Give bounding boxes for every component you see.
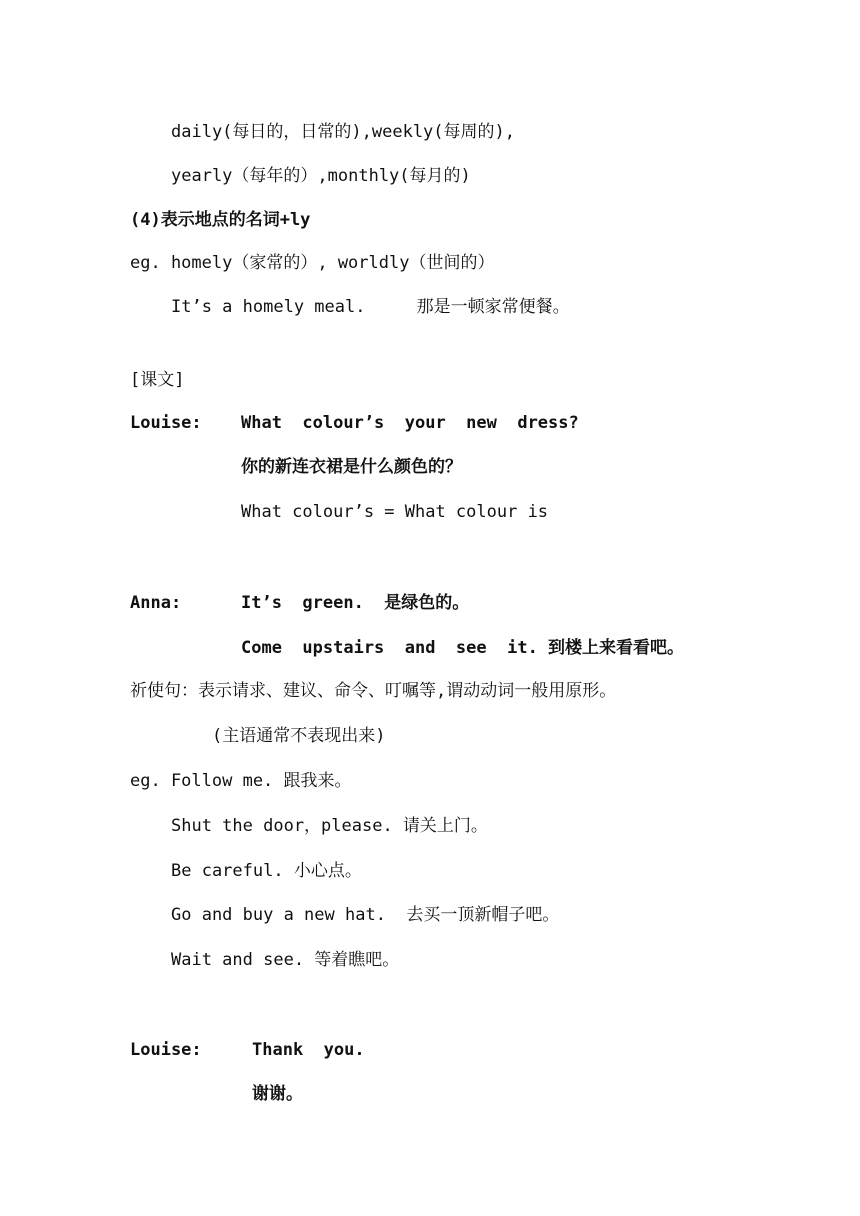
suffix-example-line-2: yearly（每年的）,monthly(每月的)	[171, 166, 471, 186]
imperative-example: eg. Follow me. 跟我来。	[130, 771, 352, 791]
dialogue-note: What colour’s = What colour is	[241, 502, 549, 522]
text-section-heading: [课文]	[130, 370, 185, 390]
dialogue-line-chinese: 你的新连衣裙是什么颜色的？	[241, 457, 462, 477]
imperative-note: (主语通常不表现出来)	[212, 726, 386, 746]
suffix-example-line-1: daily(每日的，日常的),weekly(每周的),	[171, 122, 515, 142]
dialogue-line-anna-1: It’s green. 是绿色的。	[241, 593, 470, 613]
dialogue-line-english: What colour’s your new dress?	[241, 413, 579, 433]
place-noun-sentence: It’s a homely meal. 那是一顿家常便餐。	[171, 297, 570, 317]
imperative-example: Wait and see. 等着瞧吧。	[171, 950, 400, 970]
dialogue-line-anna-2: Come upstairs and see it. 到楼上来看看吧。	[241, 638, 685, 658]
imperative-example: Shut the door，please. 请关上门。	[171, 816, 488, 836]
imperative-definition: 祈使句：表示请求、建议、命令、叮嘱等,谓动动词一般用原形。	[130, 681, 617, 701]
dialogue-line-chinese: 谢谢。	[252, 1084, 303, 1104]
dialogue-line-english: Thank you.	[252, 1040, 365, 1060]
imperative-example: Go and buy a new hat. 去买一顶新帽子吧。	[171, 905, 560, 925]
dialogue-speaker-anna: Anna:	[130, 593, 182, 613]
place-noun-heading: (4)表示地点的名词+ly	[130, 210, 311, 230]
dialogue-speaker-louise: Louise:	[130, 1040, 202, 1060]
imperative-example: Be careful. 小心点。	[171, 861, 362, 881]
place-noun-examples: eg. homely（家常的）, worldly（世间的）	[130, 253, 495, 273]
dialogue-speaker-louise: Louise:	[130, 413, 202, 433]
